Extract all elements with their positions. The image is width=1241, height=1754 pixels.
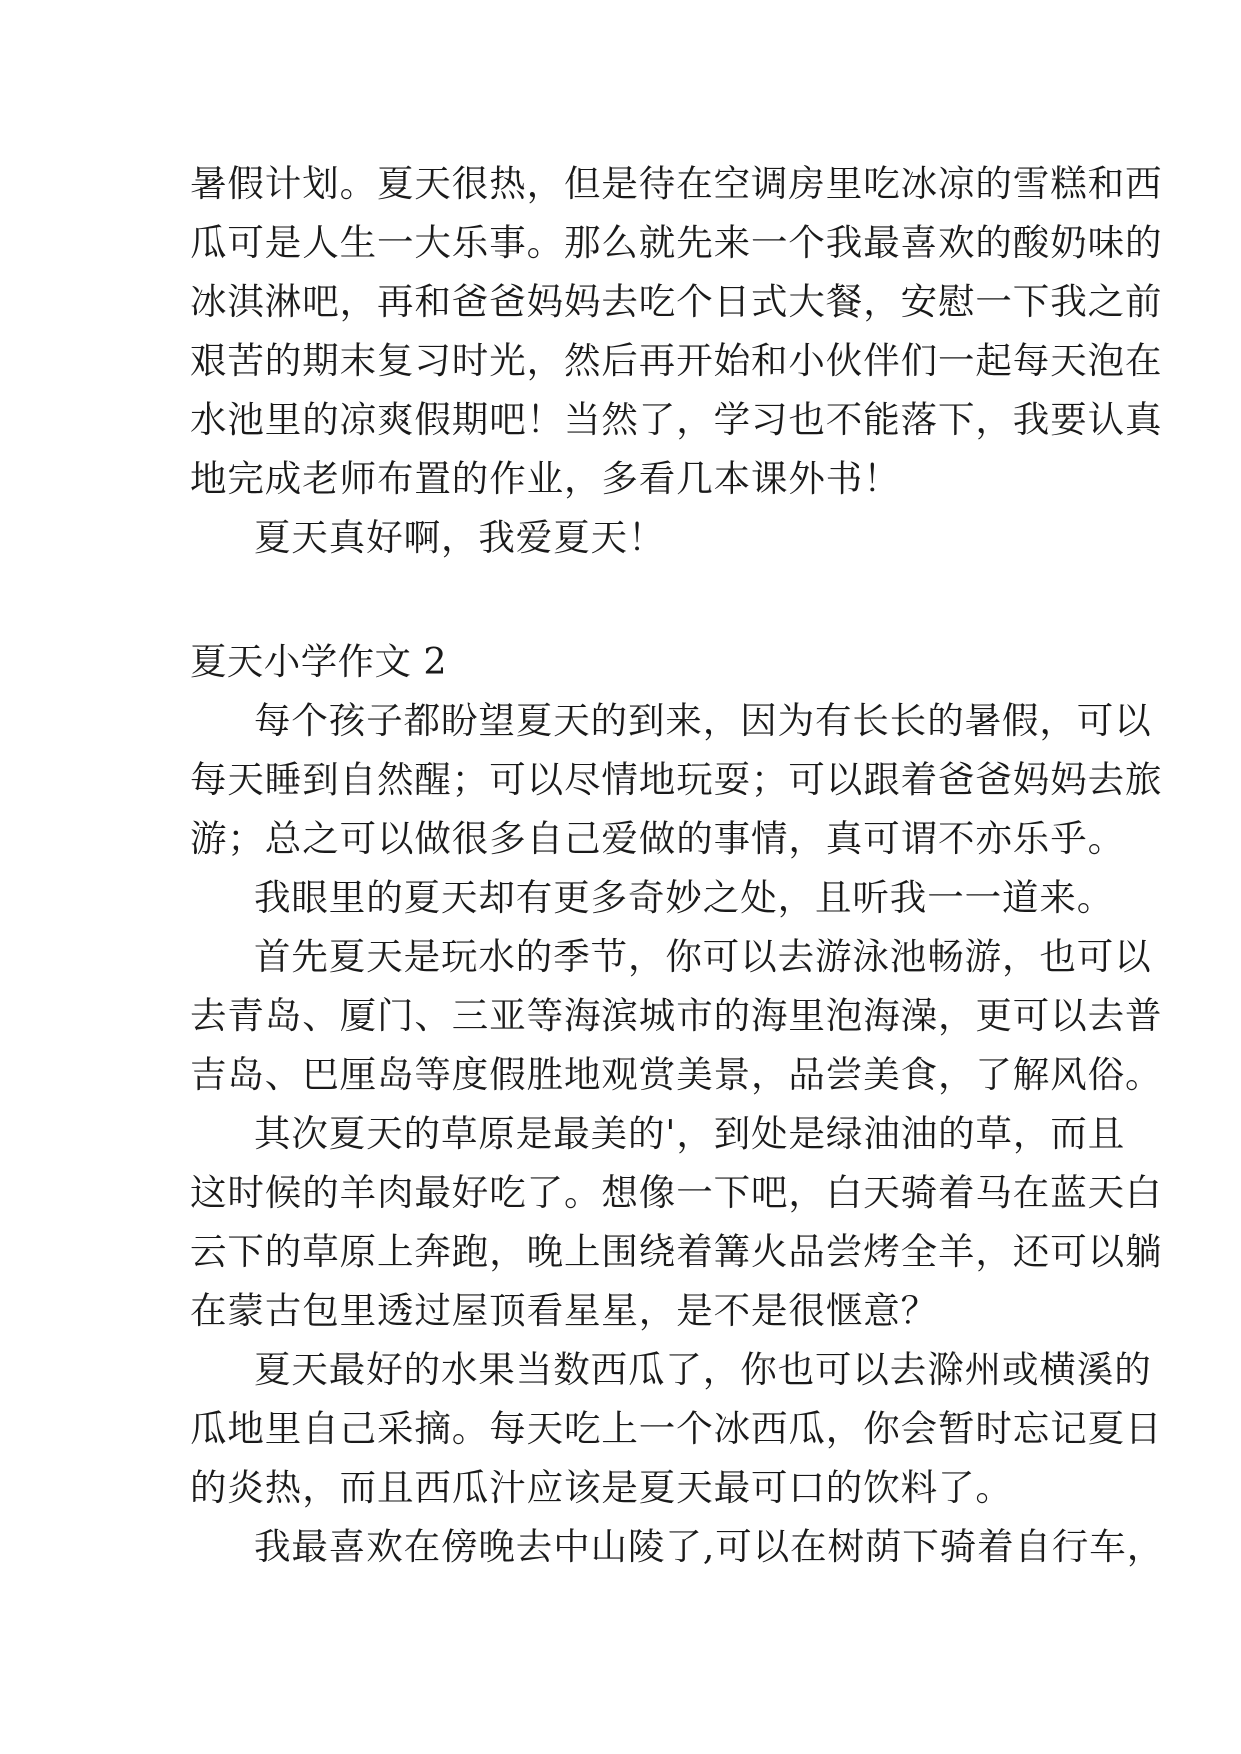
text-line: 艰苦的期末复习时光，然后再开始和小伙伴们一起每天泡在: [190, 339, 1163, 382]
section-spacer: [190, 567, 1070, 632]
text-line: 瓜可是人生一大乐事。那么就先来一个我最喜欢的酸奶味的: [190, 221, 1163, 264]
text-line: 水池里的凉爽假期吧！当然了，学习也不能落下，我要认真: [190, 398, 1163, 441]
text-line: 游；总之可以做很多自己爱做的事情，真可谓不亦乐乎。: [190, 817, 1125, 860]
paragraph-water: [190, 927, 1163, 1104]
text-line: 我最喜欢在傍晚去中山陵了,可以在树荫下骑着自行车，: [254, 1525, 1165, 1568]
paragraph-watermelon: [190, 1340, 1163, 1517]
paragraph-summer-plan: [190, 154, 1163, 508]
paragraph-zhongshan: [190, 1517, 1165, 1576]
paragraph-wonders: [190, 868, 1115, 927]
text-line: 暑假计划。夏天很热，但是待在空调房里吃冰凉的雪糕和西: [190, 162, 1163, 205]
text-line: 每天睡到自然醒；可以尽情地玩耍；可以跟着爸爸妈妈去旅: [190, 758, 1163, 801]
text-line: 吉岛、巴厘岛等度假胜地观赏美景，品尝美食，了解风俗。: [190, 1053, 1163, 1096]
text-line: 夏天最好的水果当数西瓜了，你也可以去滁州或横溪的: [254, 1348, 1152, 1391]
text-line: 在蒙古包里透过屋顶看星星，是不是很惬意？: [190, 1289, 938, 1332]
text-line: 地完成老师布置的作业，多看几本课外书！: [190, 457, 901, 500]
text-line: 去青岛、厦门、三亚等海滨城市的海里泡海澡，更可以去普: [190, 994, 1163, 1037]
paragraph-intro: [190, 691, 1163, 868]
text-line: 云下的草原上奔跑，晚上围绕着篝火品尝烤全羊，还可以躺: [190, 1230, 1163, 1273]
essay-heading: 夏天小学作文 2: [190, 640, 448, 683]
text-line: 每个孩子都盼望夏天的到来，因为有长长的暑假，可以: [254, 699, 1152, 742]
text-line: 首先夏天是玩水的季节，你可以去游泳池畅游，也可以: [254, 935, 1152, 978]
text-line: 我眼里的夏天却有更多奇妙之处，且听我一一道来。: [254, 876, 1115, 919]
text-line: 冰淇淋吧，再和爸爸妈妈去吃个日式大餐，安慰一下我之前: [190, 280, 1163, 323]
document-body: [190, 154, 1165, 1576]
paragraph-grassland: [190, 1104, 1163, 1340]
text-line: 其次夏天的草原是最美的'，到处是绿油油的草，而且: [254, 1112, 1126, 1155]
text-line: 夏天真好啊，我爱夏天！: [254, 516, 666, 559]
paragraph-love-summer: [190, 508, 1070, 567]
text-line: 这时候的羊肉最好吃了。想像一下吧，白天骑着马在蓝天白: [190, 1171, 1163, 1214]
text-line: 瓜地里自己采摘。每天吃上一个冰西瓜，你会暂时忘记夏日: [190, 1407, 1163, 1450]
text-line: 的炎热，而且西瓜汁应该是夏天最可口的饮料了。: [190, 1466, 1013, 1509]
